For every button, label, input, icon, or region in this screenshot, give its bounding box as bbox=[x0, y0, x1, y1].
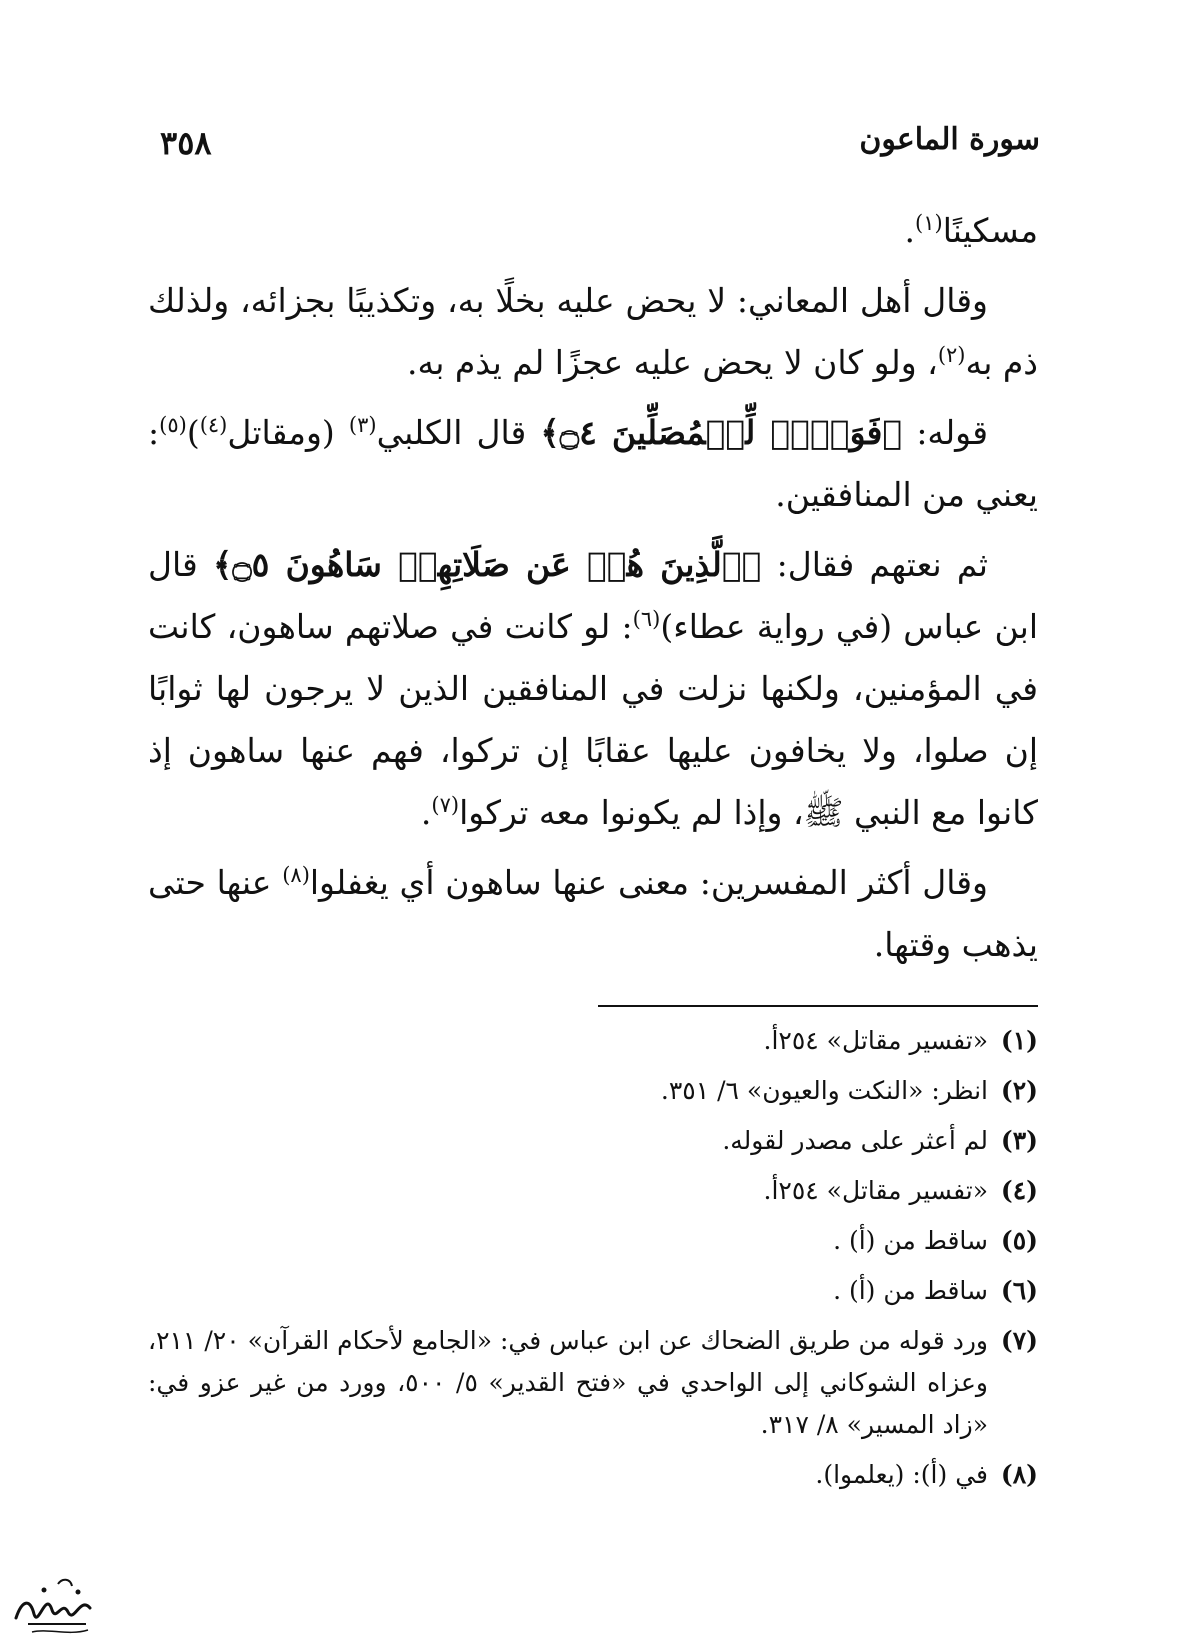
footnote-text: ورد قوله من طريق الضحاك عن ابن عباس في: «الجامع لأحكام القرآن» ٢٠/ ٢١١، وعزاه الشوكاني إلى الواحدي في «فتح القدير» ٥/ ٥٠٠، وورد من غير عزو في: «زاد المسير» ٨/ ٣١٧. bbox=[148, 1326, 988, 1439]
text-segment: قوله: bbox=[902, 413, 989, 452]
footnote-item bbox=[148, 1170, 1038, 1212]
footnote-text: «تفسير مقاتل» ٢٥٤أ. bbox=[763, 1026, 988, 1055]
footnotes-list bbox=[148, 1020, 1038, 1504]
text-segment: وقال أكثر المفسرين: معنى عنها ساهون أي يغفلوا bbox=[309, 863, 988, 902]
footnote-text: في (أ): (يعلموا). bbox=[815, 1460, 988, 1489]
footnote-text: ساقط من (أ) . bbox=[833, 1276, 988, 1305]
text-segment: : يعني من المنافقين. bbox=[148, 413, 1038, 514]
quran-verse: ﴿ٱلَّذِينَ هُمۡ عَن صَلَاتِهِمۡ سَاهُونَ ۝٥﴾ bbox=[212, 545, 762, 584]
text-segment: . bbox=[420, 793, 432, 832]
text-segment: قال الكلبي bbox=[376, 413, 541, 452]
surah-title: سورة الماعون bbox=[859, 122, 1040, 157]
footnote-ref: (٧) bbox=[431, 793, 460, 817]
text-segment: وقال أهل المعاني: لا يحض عليه بخلًا به، وتكذيبًا بجزائه، ولذلك ذم به bbox=[148, 281, 1038, 382]
text-segment: ) bbox=[186, 413, 200, 452]
footnote-ref: (٥) bbox=[159, 413, 187, 437]
page-number: ٣٥٨ bbox=[160, 124, 212, 162]
text-segment: ثم نعتهم فقال: bbox=[761, 545, 988, 584]
text-segment: (ومقاتل bbox=[227, 413, 349, 452]
page-header bbox=[160, 122, 1040, 172]
paragraph-3 bbox=[148, 402, 1038, 526]
footnote-item bbox=[148, 1020, 1038, 1062]
footnote-item bbox=[148, 1270, 1038, 1312]
footnote-number: (٢) bbox=[1000, 1076, 1038, 1105]
text-segment: ، ولو كان لا يحض عليه عجزًا لم يذم به. bbox=[407, 343, 938, 382]
footnote-text: ساقط من (أ) . bbox=[833, 1226, 988, 1255]
paragraph-2 bbox=[148, 270, 1038, 394]
footnote-ref: (٨) bbox=[282, 863, 310, 887]
footnote-text: انظر: «النكت والعيون» ٦/ ٣٥١. bbox=[660, 1076, 988, 1105]
footnote-ref: (٢) bbox=[937, 343, 966, 367]
footnote-ref: (٤) bbox=[199, 413, 228, 437]
footnote-item bbox=[148, 1070, 1038, 1112]
text-segment: مسكينًا bbox=[942, 211, 1038, 250]
paragraph-1 bbox=[148, 200, 1038, 262]
footnote-item bbox=[148, 1220, 1038, 1262]
footnote-number: (٥) bbox=[1000, 1226, 1038, 1255]
text-segment: . bbox=[904, 211, 915, 250]
text-segment: عنها حتى يذهب وقتها. bbox=[148, 863, 1038, 964]
footnote-number: (١) bbox=[1000, 1026, 1038, 1055]
publisher-logo-icon bbox=[8, 1570, 98, 1640]
footnote-ref: (١) bbox=[915, 211, 943, 235]
footnote-number: (٣) bbox=[1000, 1126, 1038, 1155]
footnote-separator bbox=[598, 1005, 1038, 1007]
footnote-ref: (٣) bbox=[348, 413, 377, 437]
footnote-number: (٦) bbox=[1000, 1276, 1038, 1305]
footnote-number: (٨) bbox=[1000, 1460, 1038, 1489]
footnote-item bbox=[148, 1320, 1038, 1446]
footnote-ref: (٦) bbox=[632, 607, 661, 631]
text-segment: قال ابن عباس (في رواية عطاء) bbox=[148, 545, 1038, 646]
footnote-text: لم أعثر على مصدر لقوله. bbox=[722, 1126, 988, 1155]
paragraph-5 bbox=[148, 852, 1038, 976]
main-text bbox=[148, 200, 1038, 984]
footnote-item bbox=[148, 1454, 1038, 1496]
footnote-number: (٤) bbox=[1000, 1176, 1038, 1205]
paragraph-4 bbox=[148, 534, 1038, 844]
quran-verse: ﴿فَوَيۡلٞ لِّلۡمُصَلِّينَ ۝٤﴾ bbox=[540, 413, 903, 452]
footnote-text: «تفسير مقاتل» ٢٥٤أ. bbox=[763, 1176, 988, 1205]
footnote-number: (٧) bbox=[1000, 1326, 1038, 1355]
footnote-item bbox=[148, 1120, 1038, 1162]
text-segment: : لو كانت في صلاتهم ساهون، كانت في المؤمنين، ولكنها نزلت في المنافقين الذين لا يرجون لها ثوابًا إن صلوا، ولا يخافون عليها عقابًا إن تركوا، فهم عنها ساهون إذ كانوا مع النبي ﷺ، وإذا لم يكونوا معه تركوا bbox=[148, 607, 1038, 832]
